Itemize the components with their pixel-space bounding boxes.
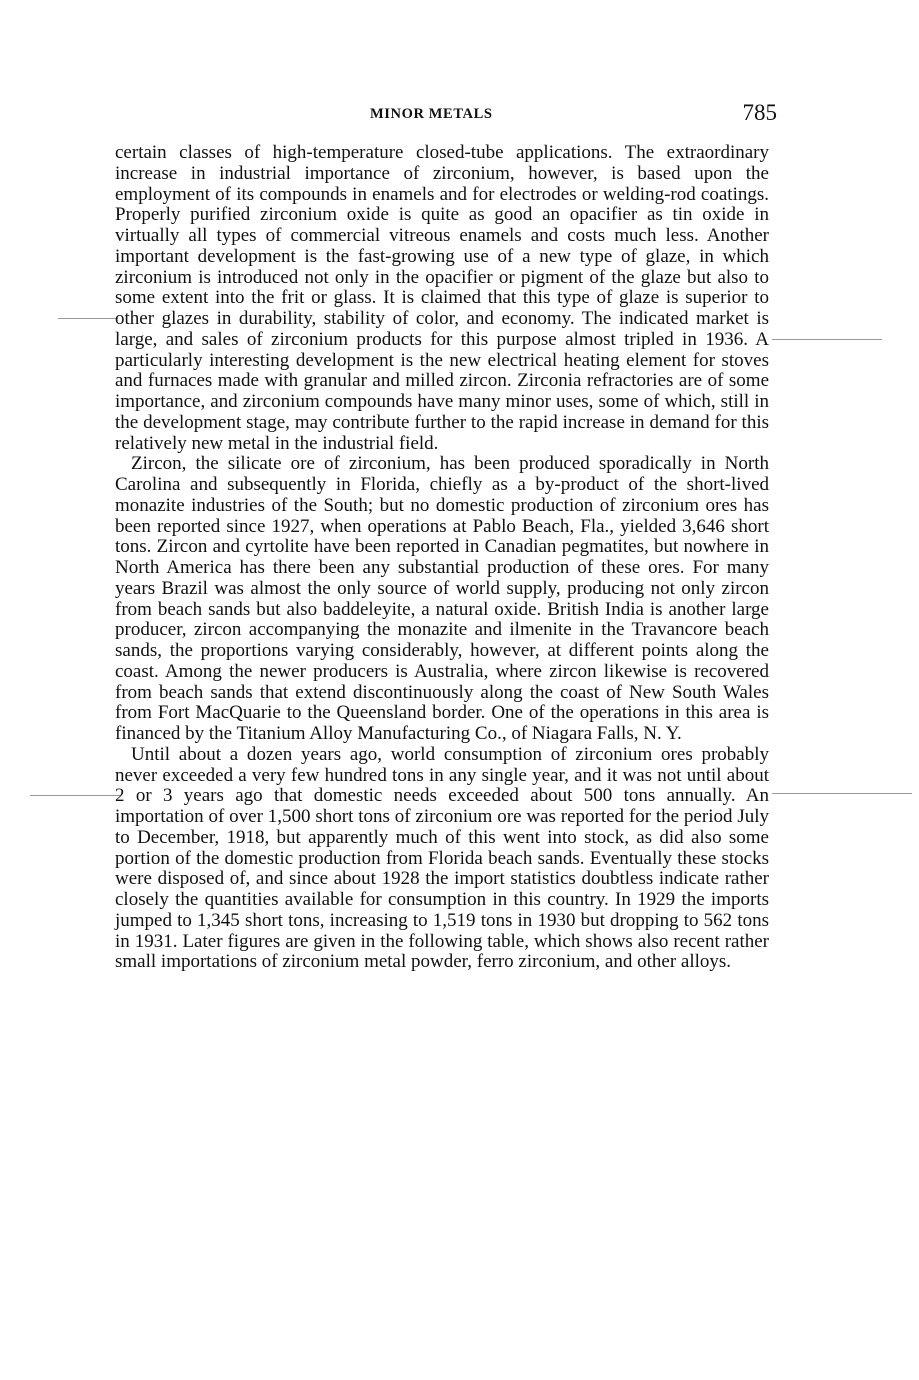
paragraph-zircon-sources: Zircon, the silicate ore of zirconium, has been produced sporadically in North Carolina and subsequently in Florida, chiefly as a by-product of the short-lived monazite industries of the South; but no domestic production of zirconium ores has been reported since 1927, when operations at Pablo Beach, Fla., yielded 3,646 short tons. Zircon and cyrtolite have been reported in Canadian pegmatites, but nowhere in North America has there been any substantial production of these ores. For many years Brazil was almost the only source of world supply, producing not only zircon from beach sands but also baddeleyite, a natural oxide. British India is another large producer, zircon accompanying the monazite and ilmenite in the Travancore beach sands, the proportions varying considerably, however, at different points along the coast. Among the newer producers is Australia, where zircon likewise is recovered from beach sands that extend discontinuously along the coast of New South Wales from Fort MacQuarie to the Queensland border. One of the operations in this area is financed by the Titanium Alloy Manufacturing Co., of Niagara Falls, N. Y. [115,453,769,744]
page-header [113,100,775,134]
paragraph-zirconium-uses: certain classes of high-temperature closed-tube applications. The extraordinary increase in industrial importance of zirconium, however, is based upon the employment of its compounds in enamels and for electrodes or welding-rod coatings. Properly purified zirconium oxide is quite as good an opacifier as tin oxide in virtually all types of commercial vitreous enamels and costs much less. Another important development is the fast-growing use of a new type of glaze, in which zirconium is introduced not only in the opacifier or pigment of the glaze but also to some extent into the frit or glass. It is claimed that this type of glaze is superior to other glazes in durability, stability of color, and economy. The indicated market is large, and sales of zirconium products for this purpose almost tripled in 1936. A particularly interesting development is the new electrical heating element for stoves and furnaces made with granular and milled zircon. Zirconia refractories are of some importance, and zirconium compounds have many minor uses, some of which, still in the development stage, may contribute further to the rapid increase in demand for this relatively new metal in the industrial field. [115,142,769,454]
page-number: 785 [742,100,777,125]
scan-rule-upper-left [58,318,118,319]
scan-rule-lower-right [772,793,912,794]
paragraph-consumption-imports: Until about a dozen years ago, world consumption of zirconium ores probably never exceeded a very few hundred tons in any single year, and it was not until about 2 or 3 years ago that domestic needs exceeded about 500 tons annually. An importation of over 1,500 short tons of zirconium ore was reported for the period July to December, 1918, but apparently much of this went into stock, as did also some portion of the domestic production from Florida beach sands. Eventually these stocks were disposed of, and since about 1928 the import statistics doubtless indicate rather closely the quantities available for consumption in this country. In 1929 the imports jumped to 1,345 short tons, increasing to 1,519 tons in 1930 but dropping to 562 tons in 1931. Later figures are given in the following table, which shows also recent rather small importations of zirconium metal powder, ferro zirconium, and other alloys. [115,743,769,973]
scan-rule-lower-left [30,795,120,796]
running-head: MINOR METALS [370,106,493,122]
body-text [115,143,769,973]
scan-rule-upper-right [772,339,882,340]
